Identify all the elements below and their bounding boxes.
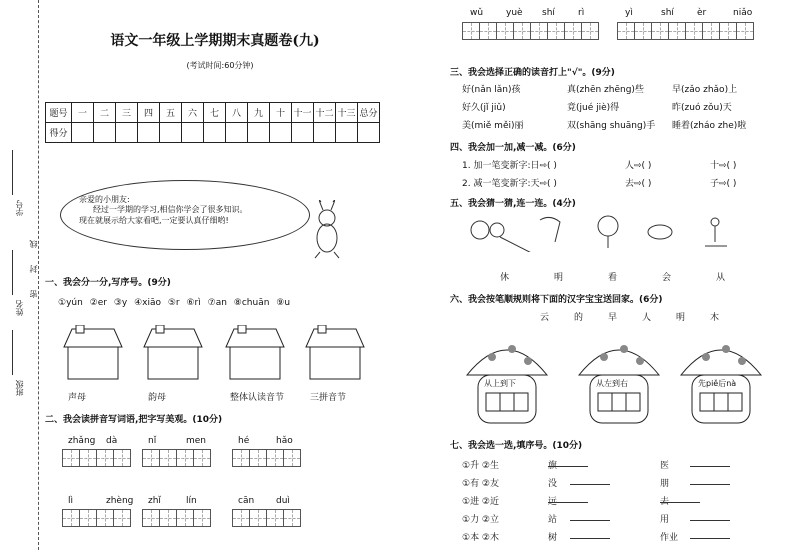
writing-cell[interactable] <box>79 509 97 527</box>
writing-cell[interactable] <box>651 22 669 40</box>
class-line <box>12 330 13 375</box>
answer-blank[interactable] <box>660 494 700 503</box>
pinyin-label: rì <box>578 8 585 18</box>
animal-icon <box>648 225 672 239</box>
score-header-cell: 三 <box>116 103 138 123</box>
pinyin-label: zhèng <box>106 496 134 506</box>
score-header-cell: 十三 <box>336 103 358 123</box>
score-input-cell[interactable] <box>314 123 336 143</box>
writing-cell[interactable] <box>249 449 267 467</box>
guess-word: 会 <box>662 273 672 283</box>
section7-title: 七、我会选一选,填序号。(10分) <box>450 441 583 451</box>
pinyin-label: dà <box>106 436 118 446</box>
writing-cell[interactable] <box>702 22 720 40</box>
fill-item[interactable]: 作业 <box>660 533 679 543</box>
pronunciation-option[interactable]: 睡着(zháo zhe)啦 <box>672 121 747 131</box>
mushroom-label: 从上到下 <box>484 379 516 388</box>
section5-title: 五、我会猜一猜,连一连。(4分) <box>450 199 576 209</box>
option-pair: ①本 ②木 <box>462 533 499 543</box>
house-box[interactable] <box>302 325 368 383</box>
pinyin-label: hǎo <box>276 436 293 446</box>
guess-word: 从 <box>716 273 726 283</box>
answer-blank[interactable] <box>690 512 730 521</box>
guess-word: 看 <box>608 273 618 283</box>
score-input-cell[interactable] <box>138 123 160 143</box>
writing-cell[interactable] <box>142 509 160 527</box>
pinyin-label: niǎo <box>733 8 753 18</box>
score-input-cell[interactable] <box>226 123 248 143</box>
writing-cell[interactable] <box>193 449 211 467</box>
score-input-cell[interactable] <box>248 123 270 143</box>
pinyin-label: yì <box>625 8 633 18</box>
writing-cell[interactable] <box>668 22 686 40</box>
score-header-cell: 十一 <box>292 103 314 123</box>
score-input-cell[interactable] <box>358 123 380 143</box>
pronunciation-option[interactable]: 早(zǎo zhǎo)上 <box>672 85 738 95</box>
answer-blank[interactable] <box>690 458 730 467</box>
writing-cell[interactable] <box>719 22 737 40</box>
pinyin-label: shí <box>542 8 555 18</box>
house-label: 韵母 <box>148 393 167 403</box>
score-label-cell: 得分 <box>46 123 72 143</box>
writing-cell[interactable] <box>283 449 301 467</box>
writing-cell[interactable] <box>96 509 114 527</box>
score-input-cell[interactable] <box>160 123 182 143</box>
score-header-cell: 五 <box>160 103 182 123</box>
add-subtract-item[interactable]: 1. 加一笔变新字:日⇨( ) <box>462 161 557 171</box>
writing-cell[interactable] <box>266 509 284 527</box>
fill-item[interactable]: 旗 <box>548 461 558 471</box>
fill-item[interactable]: 站 <box>548 515 558 525</box>
section2-title: 二、我会读拼音写词语,把字写美观。(10分) <box>45 415 223 425</box>
fill-item[interactable]: 树 <box>548 533 558 543</box>
writing-cell[interactable] <box>232 509 250 527</box>
bubble-line3: 现在就展示给大家看吧,一定要认真仔细哟! <box>79 215 229 225</box>
guess-word: 休 <box>500 273 510 283</box>
writing-grid[interactable] <box>462 22 598 40</box>
writing-grid[interactable] <box>232 509 300 527</box>
writing-cell[interactable] <box>634 22 652 40</box>
house-box[interactable] <box>222 325 288 383</box>
writing-cell[interactable] <box>176 449 194 467</box>
answer-blank[interactable] <box>570 530 610 539</box>
score-header-cell: 十二 <box>314 103 336 123</box>
writing-cell[interactable] <box>113 449 131 467</box>
bubble-line1: 亲爱的小朋友: <box>79 195 130 204</box>
section6-title: 六、我会按笔顺规则将下面的汉字宝宝送回家。(6分) <box>450 295 663 305</box>
writing-cell[interactable] <box>193 509 211 527</box>
writing-cell[interactable] <box>513 22 531 40</box>
writing-cell[interactable] <box>113 509 131 527</box>
seal-mark-secret: 密 <box>29 290 38 298</box>
score-header-cell: 八 <box>226 103 248 123</box>
sort-char: 明 <box>676 313 686 323</box>
writing-cell[interactable] <box>62 509 80 527</box>
fill-item[interactable]: 没 <box>548 479 558 489</box>
option-pair: ①力 ②立 <box>462 515 499 525</box>
fill-item[interactable]: 朋 <box>660 479 670 489</box>
pinyin-label: hé <box>238 436 250 446</box>
section1-title: 一、我会分一分,写序号。(9分) <box>45 278 171 288</box>
add-subtract-item[interactable]: 2. 减一笔变新字:天⇨( ) <box>462 179 557 189</box>
writing-grid[interactable] <box>142 449 210 467</box>
section3-title: 三、我会选择正确的读音打上"√"。(9分) <box>450 68 615 78</box>
option-pair: ①进 ②近 <box>462 497 499 507</box>
pinyin-label: lín <box>186 496 197 506</box>
answer-blank[interactable] <box>570 512 610 521</box>
score-input-cell[interactable] <box>94 123 116 143</box>
writing-grid[interactable] <box>142 509 210 527</box>
writing-cell[interactable] <box>581 22 599 40</box>
writing-cell[interactable] <box>249 509 267 527</box>
mushroom-label: 先piě后nà <box>698 379 737 388</box>
section4-title: 四、我会加一加,减一减。(6分) <box>450 143 576 153</box>
seal-mark-seal: 封 <box>29 265 38 273</box>
writing-cell[interactable] <box>176 509 194 527</box>
binding-margin <box>0 0 42 550</box>
writing-grid[interactable] <box>62 449 130 467</box>
score-header-cell: 一 <box>72 103 94 123</box>
student-id-label: 学号 <box>15 200 24 216</box>
score-input-cell[interactable] <box>116 123 138 143</box>
writing-cell[interactable] <box>79 449 97 467</box>
writing-cell[interactable] <box>266 449 284 467</box>
name-label: 姓名 <box>15 300 24 316</box>
score-input-cell[interactable] <box>292 123 314 143</box>
writing-cell[interactable] <box>496 22 514 40</box>
answer-blank[interactable] <box>690 476 730 485</box>
section1-items: ①yún ②er ③y ④xiāo ⑤r ⑥rì ⑦an ⑧chuān ⑨u <box>58 298 291 308</box>
writing-cell[interactable] <box>530 22 548 40</box>
class-label: 班级 <box>15 380 24 396</box>
score-header-cell: 十 <box>270 103 292 123</box>
score-input-cell[interactable] <box>204 123 226 143</box>
writing-cell[interactable] <box>617 22 635 40</box>
fill-item[interactable]: 用 <box>660 515 670 525</box>
house-box[interactable] <box>60 325 126 383</box>
add-subtract-item[interactable]: 十⇨( ) <box>710 161 737 171</box>
score-table <box>45 102 380 143</box>
writing-cell[interactable] <box>479 22 497 40</box>
option-pair: ①有 ②友 <box>462 479 499 489</box>
score-header-cell: 七 <box>204 103 226 123</box>
fill-item[interactable]: 去 <box>660 497 670 507</box>
add-subtract-item[interactable]: 去⇨( ) <box>625 179 652 189</box>
score-input-cell[interactable] <box>270 123 292 143</box>
writing-cell[interactable] <box>159 449 177 467</box>
pronunciation-option[interactable]: 竟(jué jiè)得 <box>567 103 620 113</box>
writing-cell[interactable] <box>547 22 565 40</box>
writing-cell[interactable] <box>232 449 250 467</box>
writing-cell[interactable] <box>736 22 754 40</box>
pinyin-label: èr <box>697 8 707 18</box>
score-header-cell: 二 <box>94 103 116 123</box>
writing-grid[interactable] <box>62 509 130 527</box>
writing-cell[interactable] <box>96 449 114 467</box>
house-box[interactable] <box>140 325 206 383</box>
person-rest-icon <box>540 217 560 242</box>
sort-char: 的 <box>574 313 584 323</box>
pronunciation-option[interactable]: 美(miě měi)丽 <box>462 121 524 131</box>
section5-pictures <box>465 212 745 252</box>
student-id-line <box>12 150 13 195</box>
sort-char: 人 <box>642 313 652 323</box>
score-input-cell[interactable] <box>182 123 204 143</box>
pinyin-label: shí <box>661 8 674 18</box>
people-icon <box>705 218 727 246</box>
pinyin-label: lì <box>68 496 74 506</box>
seal-mark-line: 线 <box>29 240 38 248</box>
answer-blank[interactable] <box>570 476 610 485</box>
rabbit-icon <box>305 200 350 260</box>
answer-blank[interactable] <box>690 530 730 539</box>
score-header-cell: 四 <box>138 103 160 123</box>
pinyin-label: yuè <box>506 8 523 18</box>
mushroom-label: 从左到右 <box>596 379 628 388</box>
pronunciation-option[interactable]: 好久(jǐ jiǔ) <box>462 103 506 113</box>
score-header-cell: 九 <box>248 103 270 123</box>
speech-bubble <box>60 180 310 250</box>
writing-cell[interactable] <box>142 449 160 467</box>
writing-cell[interactable] <box>159 509 177 527</box>
fill-item[interactable]: 医 <box>660 461 670 471</box>
name-line <box>12 250 13 295</box>
add-subtract-item[interactable]: 子⇨( ) <box>710 179 737 189</box>
page-title: 语文一年级上学期期末真题卷(九) <box>110 33 320 49</box>
pronunciation-option[interactable]: 昨(zuó zǒu)天 <box>672 103 732 113</box>
score-input-cell[interactable] <box>336 123 358 143</box>
score-input-cell[interactable] <box>72 123 94 143</box>
page-subtitle: (考试时间:60分钟) <box>186 61 254 70</box>
writing-grid[interactable] <box>617 22 753 40</box>
writing-grid[interactable] <box>232 449 300 467</box>
pronunciation-option[interactable]: 真(zhēn zhēng)些 <box>567 85 644 95</box>
sort-char: 云 <box>540 313 550 323</box>
writing-cell[interactable] <box>462 22 480 40</box>
house-label: 三拼音节 <box>310 393 347 403</box>
score-header-cell: 题号 <box>46 103 72 123</box>
writing-cell[interactable] <box>564 22 582 40</box>
fill-item[interactable]: 远 <box>548 497 558 507</box>
pinyin-label: cān <box>238 496 255 506</box>
house-label: 声母 <box>68 393 87 403</box>
add-subtract-item[interactable]: 人⇨( ) <box>625 161 652 171</box>
guess-word: 明 <box>554 273 564 283</box>
pinyin-label: wǔ <box>470 8 484 18</box>
cut-line <box>38 0 39 550</box>
writing-cell[interactable] <box>283 509 301 527</box>
house-label: 整体认读音节 <box>230 393 285 403</box>
answer-blank[interactable] <box>548 458 588 467</box>
sort-char: 早 <box>608 313 618 323</box>
bubble-line2: 经过一学期的学习,相信你学会了很多知识。 <box>93 205 248 215</box>
pinyin-label: zhǎng <box>68 436 96 446</box>
writing-cell[interactable] <box>62 449 80 467</box>
writing-cell[interactable] <box>685 22 703 40</box>
pinyin-label: men <box>186 436 207 446</box>
pinyin-label: zhǐ <box>148 496 161 506</box>
score-header-cell: 六 <box>182 103 204 123</box>
answer-blank[interactable] <box>548 494 588 503</box>
pinyin-label: nǐ <box>148 436 157 446</box>
pronunciation-option[interactable]: 好(nǎn lǎn)孩 <box>462 85 521 95</box>
tree-icon <box>598 216 618 248</box>
pinyin-label: duì <box>276 496 290 506</box>
sun-moon-icon <box>471 221 504 239</box>
sort-char: 木 <box>710 313 720 323</box>
pronunciation-option[interactable]: 双(shāng shuāng)手 <box>567 121 656 131</box>
score-header-cell: 总分 <box>358 103 380 123</box>
option-pair: ①升 ②生 <box>462 461 499 471</box>
